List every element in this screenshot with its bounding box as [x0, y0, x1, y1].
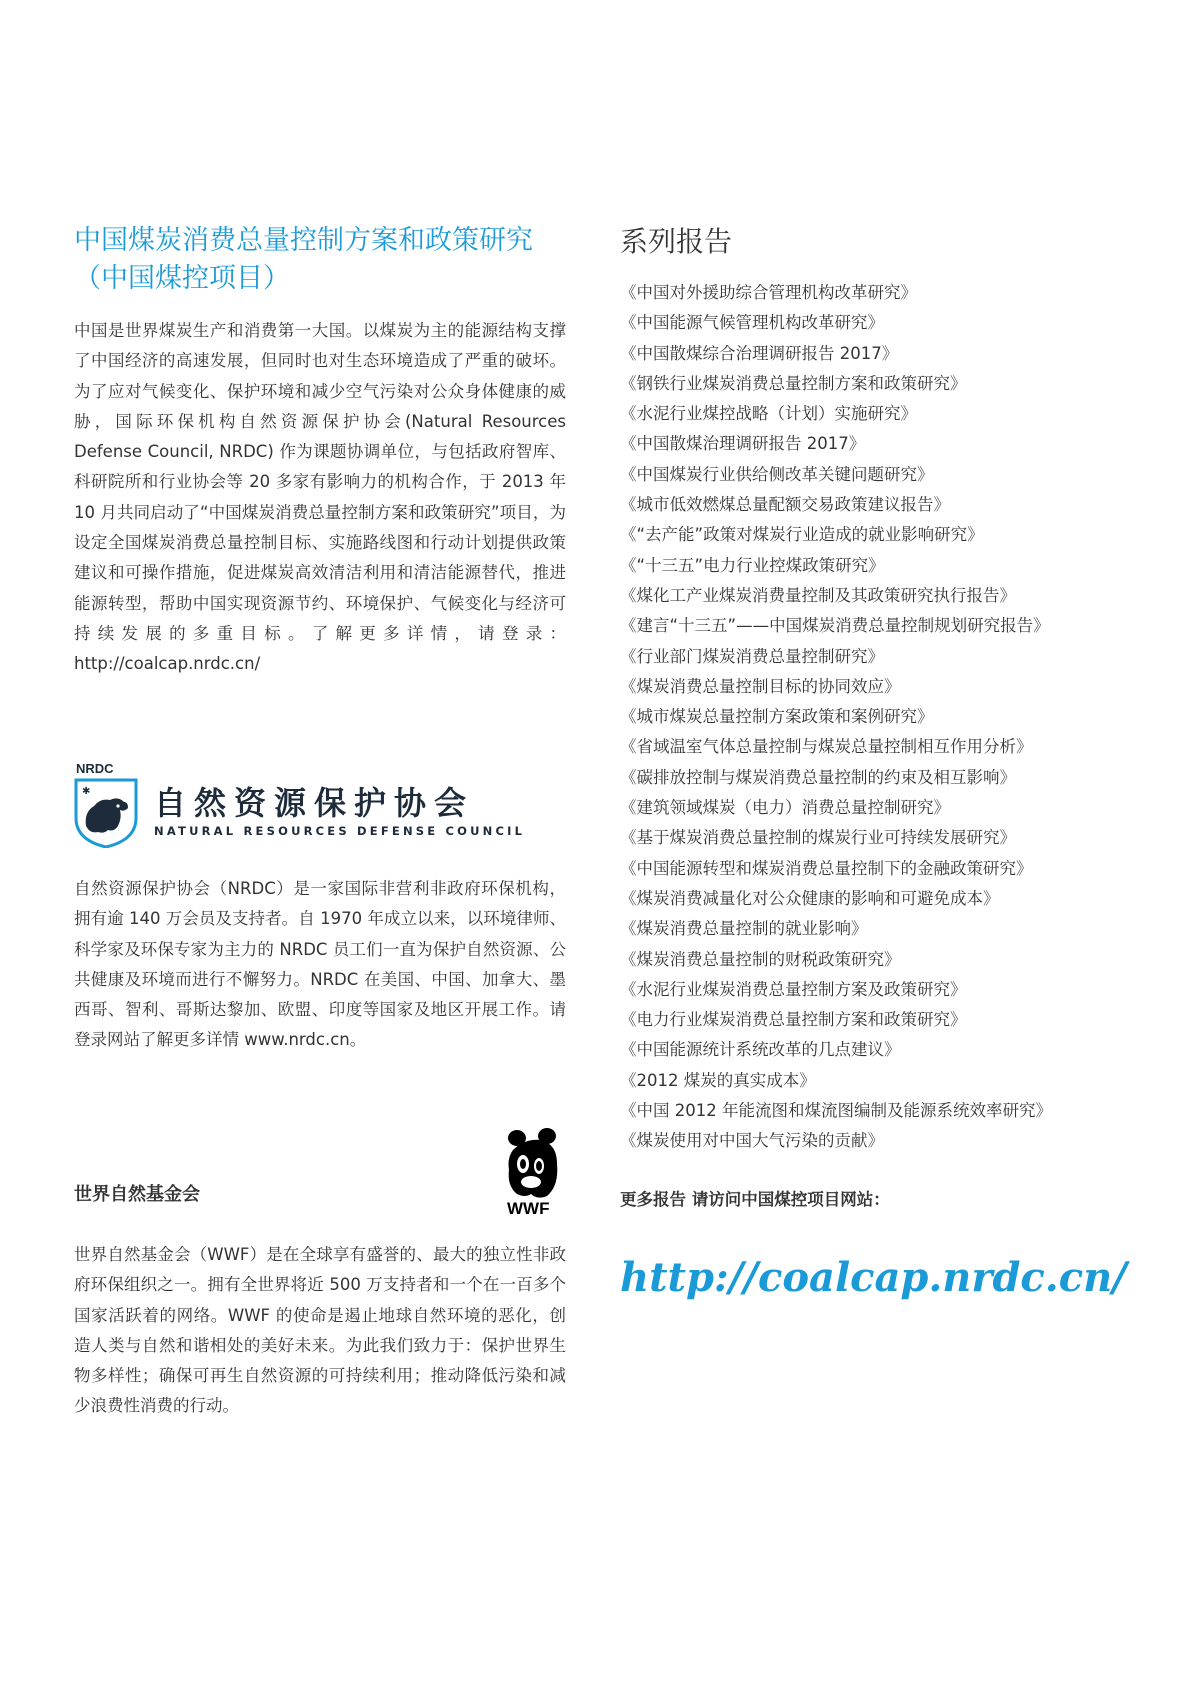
nrdc-logo-en-name: NATURAL RESOURCES DEFENSE COUNCIL	[154, 824, 526, 838]
nrdc-logo	[74, 760, 534, 850]
report-item: 《煤炭消费减量化对公众健康的影响和可避免成本》	[620, 888, 1000, 908]
report-item: 《中国散煤治理调研报告 2017》	[620, 434, 866, 454]
report-item: 《中国散煤综合治理调研报告 2017》	[620, 343, 899, 363]
wwf-title: 世界自然基金会	[74, 1184, 200, 1205]
report-item: 《中国能源气候管理机构改革研究》	[620, 313, 884, 333]
coalcap-website-link[interactable]: http://coalcap.nrdc.cn/	[620, 1254, 1127, 1301]
svg-text:✱: ✱	[82, 786, 91, 797]
project-intro-section	[74, 222, 566, 680]
report-item: 《中国对外援助综合管理机构改革研究》	[620, 283, 917, 302]
wwf-logo-text: WWF	[507, 1199, 550, 1218]
project-title-line1: 中国煤炭消费总量控制方案和政策研究	[74, 225, 533, 256]
report-item: 《煤炭消费总量控制的就业影响》	[620, 919, 868, 939]
report-item: 《建言“十三五”——中国煤炭消费总量控制规划研究报告》	[620, 616, 1050, 636]
report-item: 《“去产能”政策对煤炭行业造成的就业影响研究》	[620, 525, 984, 545]
series-reports-section	[620, 222, 1140, 1157]
report-item: 《煤炭消费总量控制的财税政策研究》	[620, 949, 901, 969]
wwf-section	[74, 1240, 566, 1422]
report-item: 《钢铁行业煤炭消费总量控制方案和政策研究》	[620, 373, 967, 393]
project-intro-text: 中国是世界煤炭生产和消费第一大国。以煤炭为主的能源结构支撑了中国经济的高速发展，但同时也对生态环境造成了严重的破坏。为了应对气候变化、保护环境和减少空气污染对公众身体健康的威胁，国际环保机构自然资源保护协会(Natural Resources Defense Council, NRDC) 作为课题协调单位，与包括政府智库、科研院所和行业协会等 20 多家有影响力的机构合作，于 2013 年 10 月共同启动了“中国煤炭消费总量控制方案和政策研究”项目，为设定全国煤炭消费总量控制目标、实施路线图和行动计划提供政策建议和可操作措施，促进煤炭高效清洁利用和清洁能源替代，推进能源转型，帮助中国实现资源节约、环境保护、气候变化与经济可持续发展的多重目标。了解更多详情，请登录：http://coalcap.nrdc.cn/	[74, 321, 566, 674]
more-reports-label: 更多报告 请访问中国煤控项目网站：	[620, 1190, 890, 1209]
series-title: 系列报告	[620, 225, 733, 258]
report-item: 《省域温室气体总量控制与煤炭总量控制相互作用分析》	[620, 737, 1033, 757]
nrdc-bear-badge-icon	[74, 760, 138, 848]
nrdc-badge-text: NRDC	[76, 761, 114, 776]
report-item: 《碳排放控制与煤炭消费总量控制的约束及相互影响》	[620, 767, 1016, 787]
report-item: 《中国煤炭行业供给侧改革关键问题研究》	[620, 464, 934, 484]
wwf-panda-logo-icon	[503, 1128, 563, 1218]
report-item: 《煤化工产业煤炭消费量控制及其政策研究执行报告》	[620, 585, 1016, 605]
report-item: 《中国 2012 年能流图和煤流图编制及能源系统效率研究》	[620, 1101, 1052, 1121]
report-item: 《水泥行业煤控战略（计划）实施研究》	[620, 404, 917, 424]
report-item: 《建筑领域煤炭（电力）消费总量控制研究》	[620, 798, 950, 818]
report-item: 《中国能源转型和煤炭消费总量控制下的金融政策研究》	[620, 858, 1033, 878]
report-item: 《中国能源统计系统改革的几点建议》	[620, 1040, 901, 1060]
report-item: 《城市煤炭总量控制方案政策和案例研究》	[620, 707, 934, 727]
nrdc-logo-cn-name: 自然资源保护协会	[154, 784, 475, 822]
wwf-description: 世界自然基金会（WWF）是在全球享有盛誉的、最大的独立性非政府环保组织之一。拥有全世界将近 500 万支持者和一个在一百多个国家活跃着的网络。WWF 的使命是遏止地球自然环境的恶化，创造人类与自然和谐相处的美好未来。为此我们致力于：保护世界生物多样性；确保可再生自然资源的可持续利用；推动降低污染和减少浪费性消费的行动。	[74, 1245, 566, 1416]
report-item: 《电力行业煤炭消费总量控制方案和政策研究》	[620, 1010, 967, 1030]
report-item: 《2012 煤炭的真实成本》	[620, 1070, 816, 1090]
report-item: 《基于煤炭消费总量控制的煤炭行业可持续发展研究》	[620, 828, 1016, 848]
report-item: 《“十三五”电力行业控煤政策研究》	[620, 555, 885, 575]
report-list	[620, 278, 1140, 1157]
report-item: 《行业部门煤炭消费总量控制研究》	[620, 646, 884, 666]
nrdc-description: 自然资源保护协会（NRDC）是一家国际非营利非政府环保机构，拥有逾 140 万会员及支持者。自 1970 年成立以来，以环境律师、科学家及环保专家为主力的 NRDC 员工们一直为保护自然资源、公共健康及环境而进行不懈努力。NRDC 在美国、中国、加拿大、墨西哥、智利、哥斯达黎加、欧盟、印度等国家及地区开展工作。请登录网站了解更多详情 www.nrdc.cn。	[74, 879, 566, 1050]
report-item: 《水泥行业煤炭消费总量控制方案及政策研究》	[620, 979, 967, 999]
nrdc-section	[74, 874, 566, 1056]
report-item: 《煤炭消费总量控制目标的协同效应》	[620, 676, 901, 696]
project-title	[74, 222, 566, 298]
report-item: 《煤炭使用对中国大气污染的贡献》	[620, 1131, 884, 1151]
report-item: 《城市低效燃煤总量配额交易政策建议报告》	[620, 495, 950, 515]
project-title-line2: （中国煤控项目）	[74, 263, 290, 294]
